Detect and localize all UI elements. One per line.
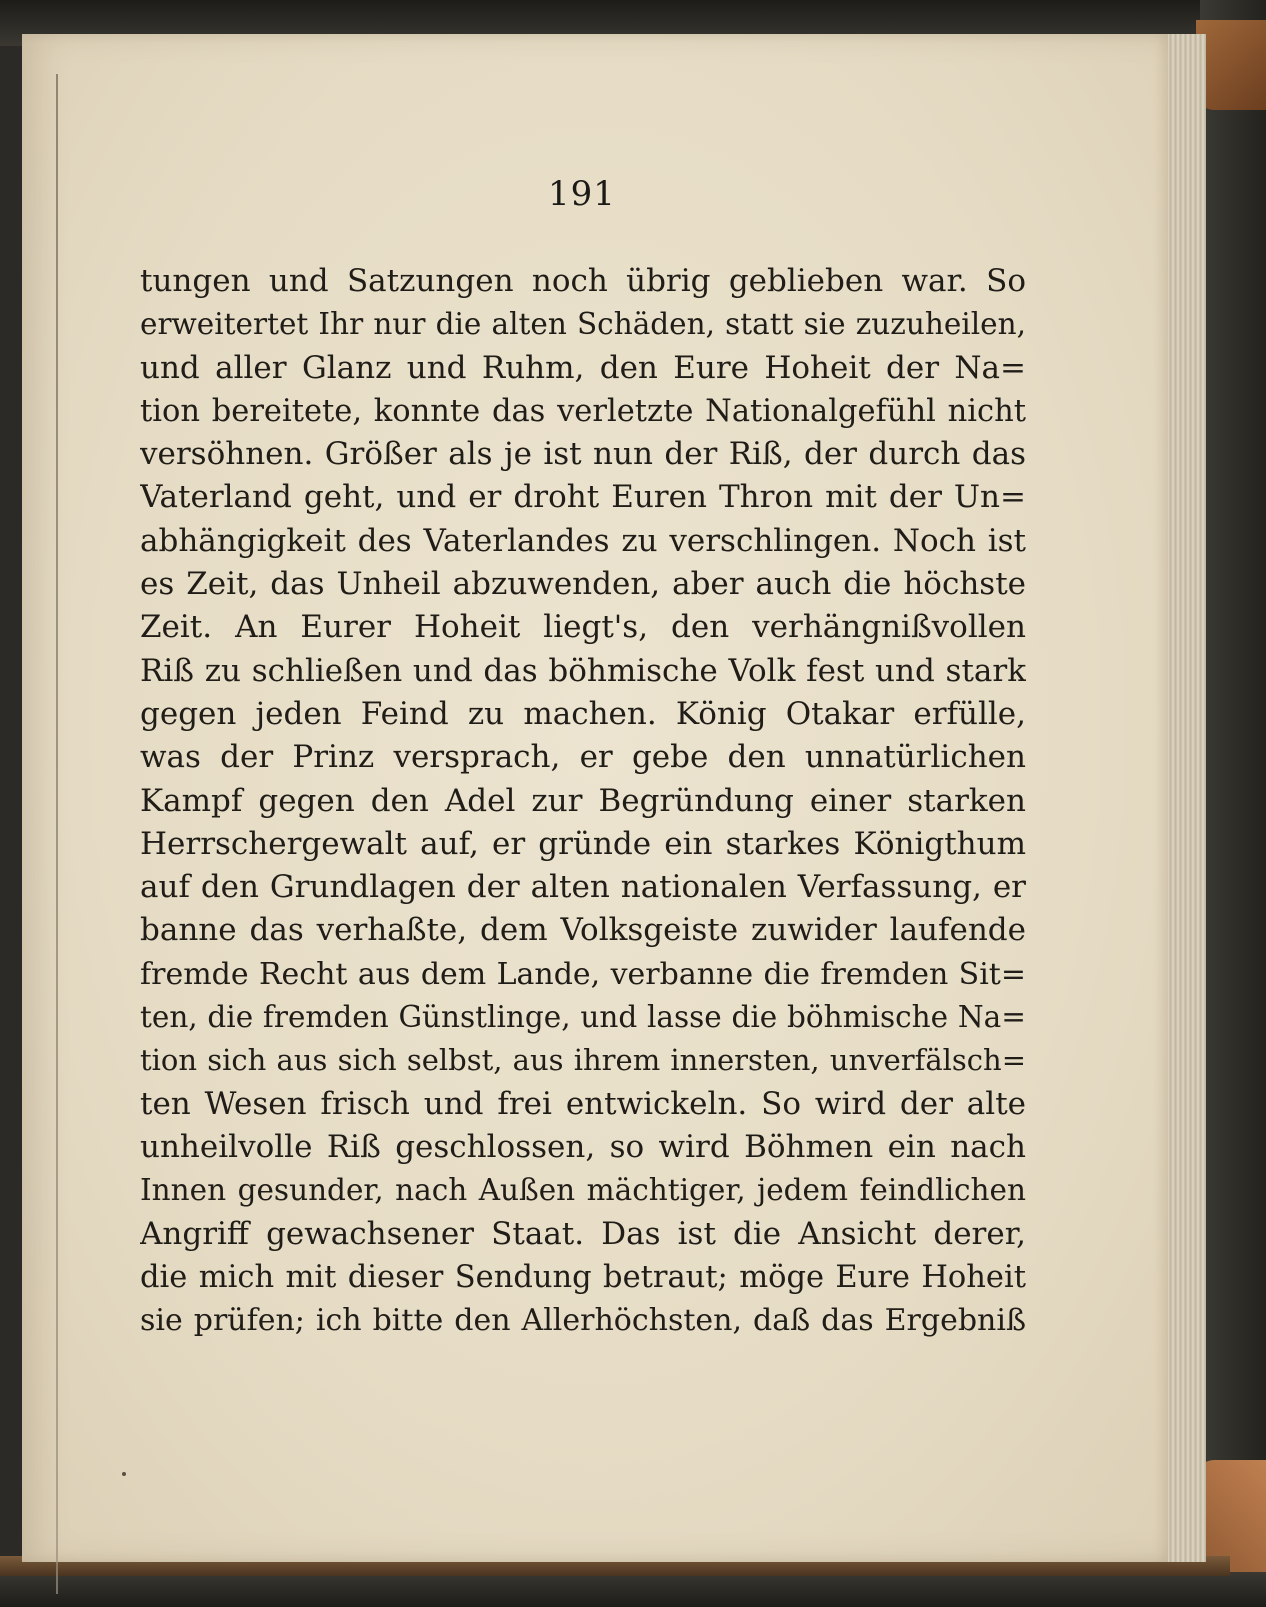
book-page (22, 34, 1168, 1562)
text-line: Zeit. An Eurer Hoheit liegt's, den verhängnißvollen (140, 609, 1026, 646)
page-number: 191 (548, 174, 616, 214)
text-line: erweitertet Ihr nur die alten Schäden, statt sie zuzuheilen, (140, 307, 1026, 342)
text-line: die mich mit dieser Sendung betraut; möge Eure Hoheit (140, 1259, 1026, 1295)
body-text (140, 260, 1026, 1342)
text-line: es Zeit, das Unheil abzuwenden, aber auch die höchste (140, 566, 1026, 603)
text-line: Innen gesunder, nach Außen mächtiger, jedem feindlichen (140, 1173, 1026, 1208)
text-line: gegen jeden Feind zu machen. König Otakar erfülle, (140, 695, 1026, 732)
text-line: und aller Glanz und Ruhm, den Eure Hoheit der Na= (140, 349, 1026, 386)
text-line: ten, die fremden Günstlinge, und lasse die böhmische Na= (140, 1000, 1026, 1035)
text-line: tungen und Satzungen noch übrig geblieben war. So (140, 263, 1026, 299)
text-line: Kampf gegen den Adel zur Begründung einer starken (140, 782, 1026, 819)
book-cover-bottom-edge (0, 1572, 1266, 1607)
text-line: Angriff gewachsener Staat. Das ist die Ansicht derer, (140, 1215, 1026, 1252)
text-line: fremde Recht aus dem Lande, verbanne die fremden Sit= (140, 956, 1026, 992)
ink-dot-mark (122, 1472, 126, 1476)
text-line: was der Prinz versprach, er gebe den unnatürlichen (140, 739, 1026, 776)
text-line: banne das verhaßte, dem Volksgeiste zuwider laufende (140, 912, 1026, 949)
text-line: Herrschergewalt auf, er gründe ein starkes Königthum (140, 825, 1026, 862)
text-line: tion sich aus sich selbst, aus ihrem innersten, unverfälsch= (140, 1043, 1026, 1078)
text-line: ten Wesen frisch und frei entwickeln. So wird der alte (140, 1085, 1026, 1122)
text-line: tion bereitete, konnte das verletzte Nationalgefühl nicht (140, 393, 1026, 429)
text-line: abhängigkeit des Vaterlandes zu verschlingen. Noch ist (140, 522, 1026, 559)
text-line: sie prüfen; ich bitte den Allerhöchsten, daß das Ergebniß (140, 1303, 1026, 1339)
text-line: auf den Grundlagen der alten nationalen Verfassung, er (140, 869, 1026, 906)
text-line: unheilvolle Riß geschlossen, so wird Böhmen ein nach (140, 1128, 1026, 1165)
text-line: Riß zu schließen und das böhmische Volk fest und stark (140, 652, 1026, 689)
text-line: Vaterland geht, und er droht Euren Thron mit der Un= (140, 479, 1026, 516)
book-cover-right-edge (1200, 0, 1266, 1607)
gutter-line (56, 74, 58, 1594)
leather-corner-top (1196, 20, 1266, 110)
text-line: versöhnen. Größer als je ist nun der Riß, der durch das (140, 436, 1026, 473)
